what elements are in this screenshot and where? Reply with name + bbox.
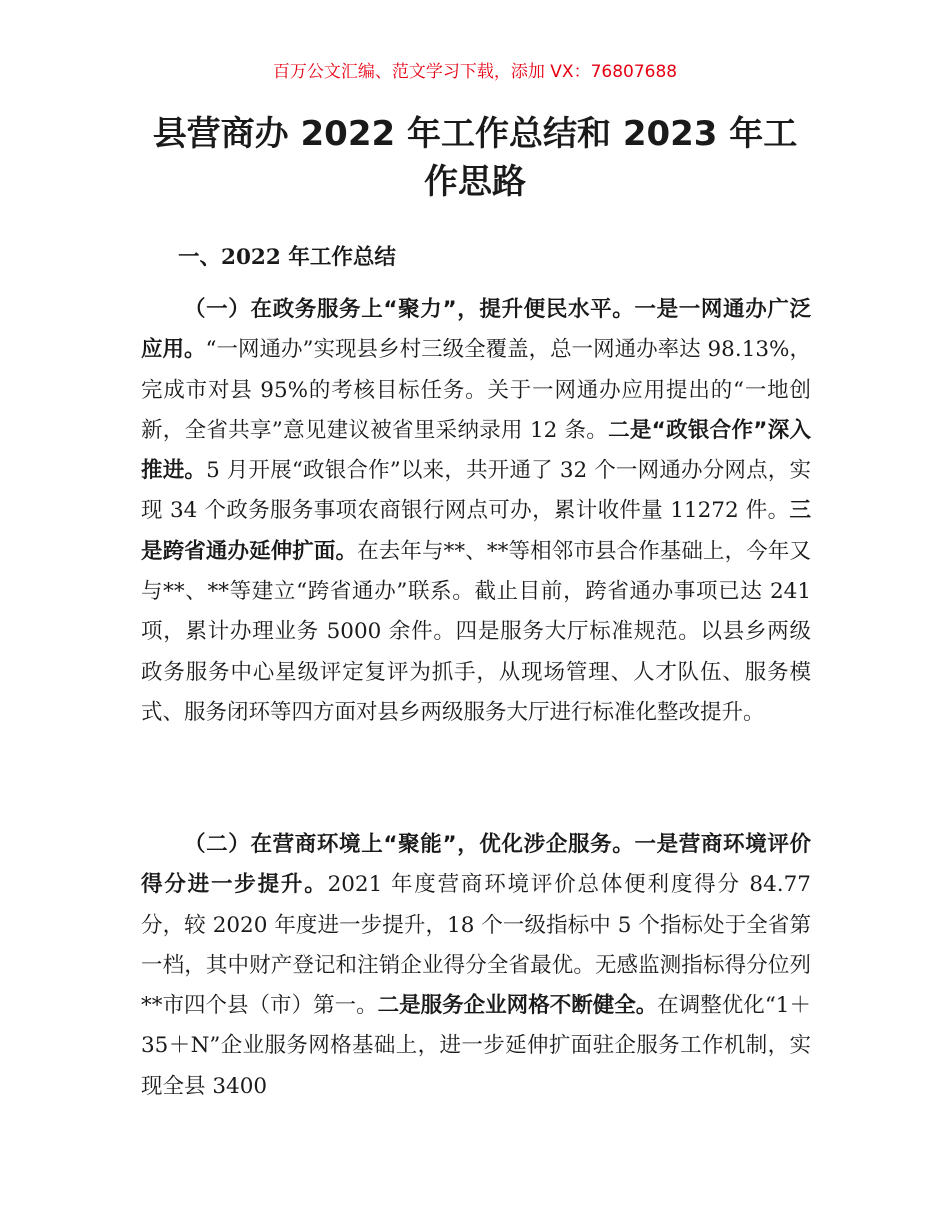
section-heading: 一、2022 年工作总结 <box>178 245 396 270</box>
point-text: 2021 年度营商环境评价总体便利度得分 84.77 分，较 2020 年度进一步提升，18 个一级指标中 5 个指标处于全省第一档，其中财产登记和注销企业得分全省最优。无感监测指标得分位列**市四个县（市）第一。 <box>141 872 811 1019</box>
point-text: 在去年与**、**等相邻市县合作基础上，今年又与**、**等建立“跨省通办”联系。截止目前，跨省通办事项已达 241 项，累计办理业务 5000 余件。四是服务大厅标准规范。以县乡两级政务服务中心星级评定复评为抓手，从现场管理、人才队伍、服务模式、服务闭环等四方面对县乡两级服务大厅进行标准化整改提升。 <box>141 538 811 725</box>
paragraph-business-environment <box>141 825 811 1107</box>
point-text: 在调整优化“1＋35＋N”企业服务网格基础上，进一步延伸扩面驻企服务工作机制，实现全县 3400 <box>141 993 811 1099</box>
paragraph-government-services <box>141 290 811 733</box>
point-title: 三是跨省通办延伸扩面。 <box>141 498 811 564</box>
watermark-banner: 百万公文汇编、范文学习下载，添加 VX：76807688 <box>272 62 678 82</box>
paragraph-lead: （二）在营商环境上“聚能”，优化涉企服务。 <box>184 832 635 857</box>
point-text: “一网通办”实现县乡村三级全覆盖，总一网通办率达 98.13%，完成市对县 95%的考核目标任务。关于一网通办应用提出的“一地创新，全省共享”意见建议被省里采纳录用 12 条。 <box>141 337 811 443</box>
point-title: 二是服务企业网格不断健全。 <box>377 993 658 1019</box>
point-title: 一是一网通办广泛应用。 <box>141 297 811 363</box>
point-title: 二是“政银合作”深入推进。 <box>141 417 811 484</box>
paragraph-lead: （一）在政务服务上“聚力”，提升便民水平。 <box>184 297 635 322</box>
document-title: 县营商办 2022 年工作总结和 2023 年工作思路 <box>152 114 798 202</box>
point-title: 一是营商环境评价得分进一步提升。 <box>141 832 811 898</box>
point-text: 5 月开展“政银合作”以来，共开通了 32 个一网通办分网点，实现 34 个政务服务事项农商银行网点可办，累计收件量 11272 件。 <box>141 458 811 524</box>
